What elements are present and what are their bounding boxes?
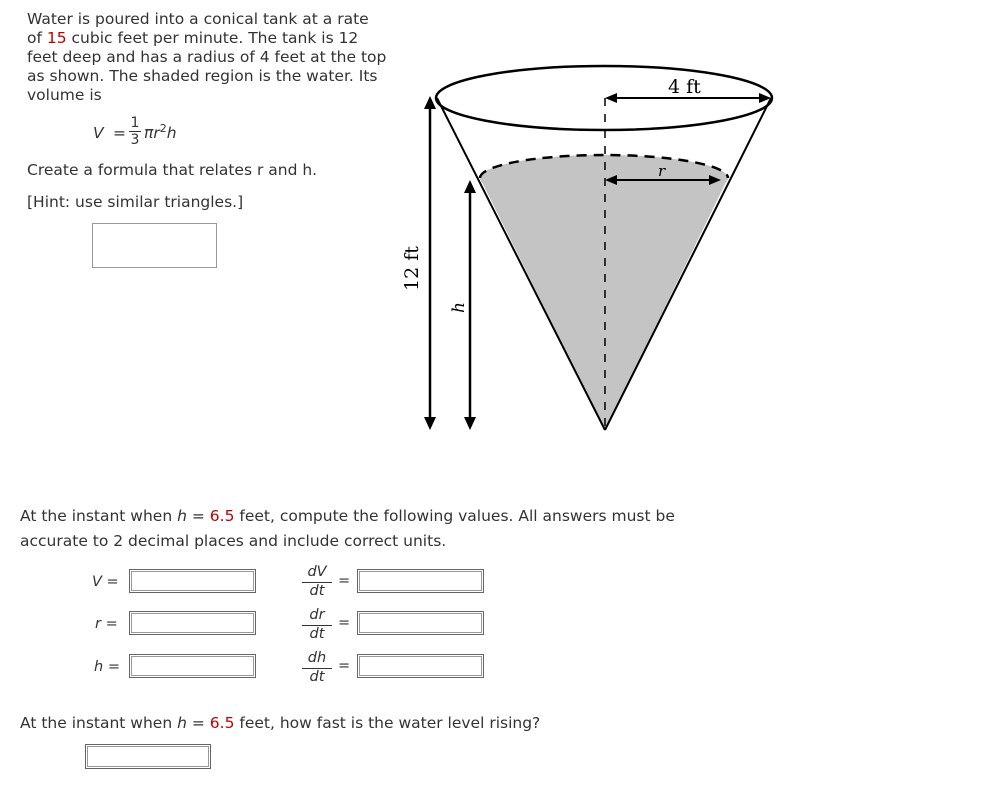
dv-dt-equals: = (338, 573, 351, 589)
hint-text: [Hint: use similar triangles.] (27, 193, 244, 211)
top-radius-label: 4 ft (668, 76, 701, 98)
r-label: r = (95, 616, 118, 632)
dr-dt-answer-input[interactable] (357, 611, 484, 635)
v-answer-input[interactable] (129, 569, 256, 593)
h-value: 6.5 (209, 507, 235, 525)
dr-dt-equals: = (338, 615, 351, 631)
dh-dt-equals: = (338, 658, 351, 674)
final-h-value: 6.5 (209, 714, 235, 732)
height-label: 12 ft (401, 246, 423, 291)
r-answer-input[interactable] (129, 611, 256, 635)
instant-paragraph: At the instant when h = 6.5 feet, compute the following values. All answers must be accurate to 2 decimal places and include correct units. (20, 507, 675, 550)
v-label: V = (92, 574, 119, 590)
formula-equals: = (113, 124, 126, 142)
formula-rest: $\pi r^2h$ (144, 122, 177, 143)
dh-dt-answer-input[interactable] (357, 654, 484, 678)
h-label: h = (94, 659, 120, 675)
dv-dt-label: dV dt (302, 565, 332, 599)
final-question: At the instant when h = 6.5 feet, how fast is the water level rising? (20, 714, 541, 732)
rate-answer-input[interactable] (85, 744, 211, 769)
water-radius-label: r (658, 162, 666, 180)
dh-dt-label: dh dt (302, 651, 332, 685)
prompt-text: Create a formula that relates r and h. (27, 161, 318, 179)
dr-dt-label: dr dt (302, 608, 332, 642)
h-answer-input[interactable] (129, 654, 256, 678)
dv-dt-answer-input[interactable] (357, 569, 484, 593)
rate-value: 15 (46, 29, 67, 47)
formula-fraction: 1 3 (130, 115, 140, 148)
water-height-label: h (449, 302, 469, 313)
problem-intro: Water is poured into a conical tank at a rate of 15 cubic feet per minute. The tank is 12 feet deep and has a radius of 4 feet at the top as shown. The shaded region is the water. Its volume is (27, 10, 387, 104)
formula-lhs: V (93, 124, 104, 142)
